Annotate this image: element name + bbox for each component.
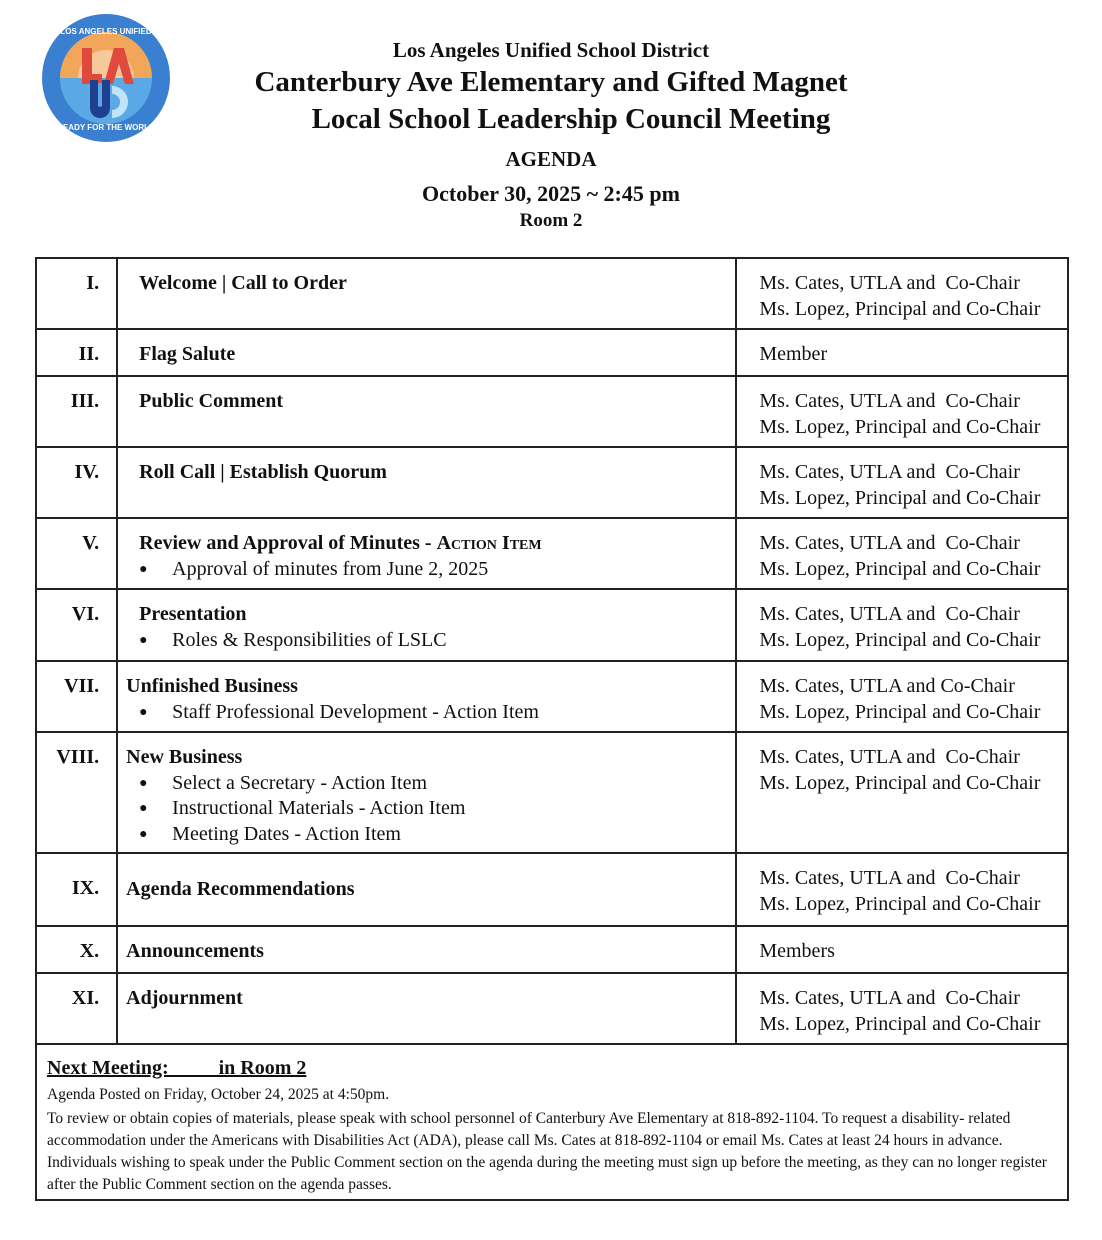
meeting-title: Local School Leadership Council Meeting [311, 103, 831, 135]
presenter: Ms. Cates, UTLA and Co-Chair [759, 746, 1020, 768]
item-number: VIII. [36, 732, 117, 853]
presenter: Ms. Lopez, Principal and Co-Chair [759, 700, 1041, 723]
presenter: Ms. Cates, UTLA and Co-Chair [759, 987, 1020, 1009]
presenter-cell [736, 518, 1068, 589]
item-title: New Business [126, 746, 243, 768]
item-title: Adjournment [126, 987, 243, 1009]
item-title: Presentation [139, 603, 247, 625]
item-title: Flag Salute [139, 343, 236, 365]
item-title: Unfinished Business [126, 675, 298, 697]
table-row [36, 853, 1068, 926]
item-title: Roll Call | Establish Quorum [139, 461, 387, 483]
table-row [36, 732, 1068, 853]
table-row [36, 518, 1068, 589]
item-title: Welcome | Call to Order [139, 272, 347, 294]
item-number: V. [36, 518, 117, 589]
item-cell [117, 661, 736, 732]
presenter-cell [736, 376, 1068, 447]
document-type: AGENDA [505, 147, 597, 171]
item-title: Announcements [126, 940, 264, 962]
table-row [36, 973, 1068, 1044]
logo-top-text: LOS ANGELES UNIFIED [60, 27, 152, 36]
agenda-table [35, 257, 1069, 1045]
item-number: I. [36, 258, 117, 329]
item-title: Review and Approval of Minutes - [139, 532, 437, 554]
list-item: ● Staff Professional Development - Action Item [118, 700, 735, 726]
item-cell [117, 973, 736, 1044]
presenter-cell [736, 447, 1068, 518]
action-item-tag: Action Item [436, 532, 542, 554]
meeting-room: Room 2 [519, 210, 583, 231]
table-row [36, 661, 1068, 732]
presenter: Ms. Cates, UTLA and Co-Chair [759, 675, 1015, 697]
next-meeting: Next Meeting: in Room 2 [47, 1057, 307, 1079]
presenter: Ms. Lopez, Principal and Co-Chair [759, 1012, 1041, 1035]
sub-items [118, 628, 735, 654]
table-row [36, 376, 1068, 447]
sub-items [118, 771, 735, 848]
presenter: Ms. Lopez, Principal and Co-Chair [759, 771, 1041, 794]
item-cell [117, 853, 736, 926]
table-row [36, 447, 1068, 518]
item-number: X. [36, 926, 117, 973]
item-cell [117, 589, 736, 661]
list-item: ● Roles & Responsibilities of LSLC [118, 628, 735, 654]
item-cell [117, 926, 736, 973]
item-cell [117, 329, 736, 376]
list-item: ● Select a Secretary - Action Item [118, 771, 735, 797]
presenter: Ms. Lopez, Principal and Co-Chair [759, 297, 1041, 320]
table-row [36, 258, 1068, 329]
district-name: Los Angeles Unified School District [392, 38, 710, 62]
item-number: IV. [36, 447, 117, 518]
list-item: ● Instructional Materials - Action Item [118, 796, 735, 822]
list-item: ● Approval of minutes from June 2, 2025 [118, 557, 735, 583]
presenter-cell [736, 661, 1068, 732]
item-number: XI. [36, 973, 117, 1044]
presenter: Ms. Cates, UTLA and Co-Chair [759, 461, 1020, 483]
item-number: VII. [36, 661, 117, 732]
item-title: Agenda Recommendations [126, 877, 355, 900]
item-number: IX. [36, 853, 117, 926]
presenter: Ms. Cates, UTLA and Co-Chair [759, 532, 1020, 554]
table-row [36, 329, 1068, 376]
presenter-cell [736, 853, 1068, 926]
presenter: Ms. Lopez, Principal and Co-Chair [759, 486, 1041, 509]
sub-items [118, 700, 735, 726]
item-cell [117, 447, 736, 518]
item-cell [117, 732, 736, 853]
presenter: Members [759, 940, 835, 962]
meeting-date-time: October 30, 2025 ~ 2:45 pm [422, 181, 680, 206]
presenter: Ms. Cates, UTLA and Co-Chair [759, 390, 1020, 412]
presenter: Ms. Lopez, Principal and Co-Chair [759, 415, 1041, 438]
sub-items [118, 557, 735, 583]
table-row [36, 926, 1068, 973]
item-number: III. [36, 376, 117, 447]
item-cell [117, 376, 736, 447]
presenter-cell [736, 589, 1068, 661]
presenter: Ms. Lopez, Principal and Co-Chair [759, 628, 1041, 651]
item-number: VI. [36, 589, 117, 661]
table-row [36, 589, 1068, 661]
accessibility-notice: To review or obtain copies of materials, please speak with school personnel of Canterbury Ave Elementary at 818-892-1104. To request a disability- related accommodation under the Americans with Disabilities Act (ADA), please call Ms. Cates at 818-892-1104 or email Ms. Cates at least 24 hours in advance. Individuals wishing to speak under the Public Comment section on the agenda during the meeting must sign up before the meeting, as they can no longer register after the Public Comment section on the agenda passes. [47, 1110, 1047, 1193]
presenter: Member [759, 343, 828, 365]
presenter-cell [736, 732, 1068, 853]
list-item: ● Meeting Dates - Action Item [118, 822, 735, 848]
presenter: Ms. Cates, UTLA and Co-Chair [759, 603, 1020, 625]
logo-bottom-text: READY FOR THE WORLD [57, 123, 155, 132]
item-title: Public Comment [139, 390, 284, 412]
item-cell [117, 258, 736, 329]
presenter: Ms. Cates, UTLA and Co-Chair [759, 272, 1020, 294]
school-name: Canterbury Ave Elementary and Gifted Magnet [254, 66, 848, 98]
presenter-cell [736, 926, 1068, 973]
presenter: Ms. Cates, UTLA and Co-Chair [759, 867, 1020, 889]
item-number: II. [36, 329, 117, 376]
presenter-cell [736, 258, 1068, 329]
presenter: Ms. Lopez, Principal and Co-Chair [759, 892, 1041, 915]
footer-notice [35, 1043, 1069, 1201]
item-cell [117, 518, 736, 589]
presenter: Ms. Lopez, Principal and Co-Chair [759, 557, 1041, 580]
presenter-cell [736, 329, 1068, 376]
presenter-cell [736, 973, 1068, 1044]
posted-date: Agenda Posted on Friday, October 24, 2025 at 4:50pm. [47, 1086, 390, 1103]
